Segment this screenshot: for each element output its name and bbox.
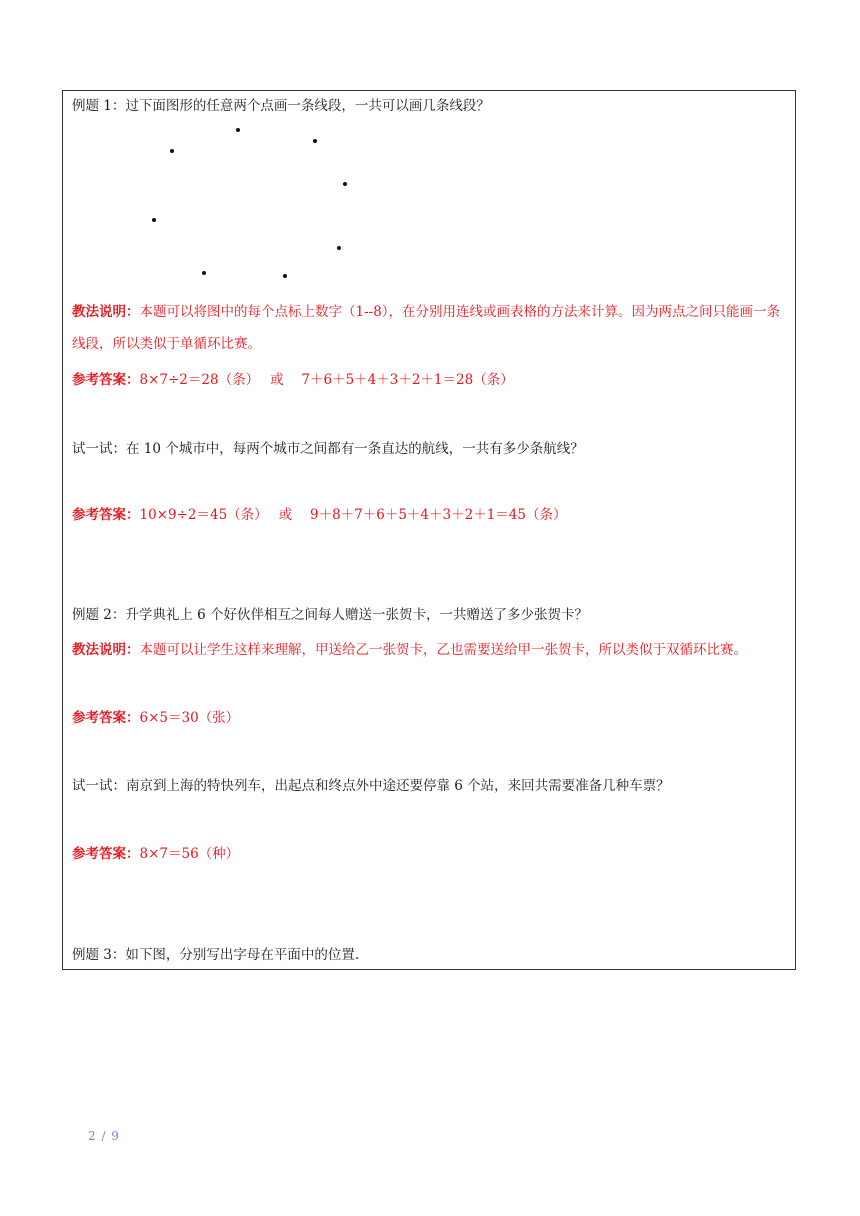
answer-label: 参考答案： bbox=[72, 372, 140, 388]
answer-text: 10×9÷2＝45（条） 或 9＋8＋7＋6＋5＋4＋3＋2＋1＝45（条） bbox=[139, 507, 567, 523]
page-number: 2 / 9 bbox=[88, 1129, 120, 1143]
try1-answer bbox=[72, 506, 566, 524]
answer-label: 参考答案： bbox=[72, 507, 140, 523]
method-label: 教法说明： bbox=[72, 642, 140, 658]
point-dot bbox=[343, 182, 347, 186]
example3-question: 例题 3：如下图，分别写出字母在平面中的位置. bbox=[72, 947, 360, 963]
example2-answer bbox=[72, 709, 239, 727]
method-text: 本题可以将图中的每个点标上数字（1--8），在分别用连线或画表格的方法来计算。因为两点之间只能画一条线段，所以类似于单循环比赛。 bbox=[72, 304, 781, 352]
method-text: 本题可以让学生这样来理解，甲送给乙一张贺卡，乙也需要送给甲一张贺卡，所以类似于双循环比赛。 bbox=[139, 642, 747, 658]
example1-answer bbox=[72, 371, 514, 389]
answer-label: 参考答案： bbox=[72, 846, 140, 862]
point-dot bbox=[283, 274, 287, 278]
content-frame bbox=[62, 90, 796, 970]
answer-text: 6×5＝30（张） bbox=[139, 710, 240, 726]
point-dot bbox=[170, 149, 174, 153]
answer-label: 参考答案： bbox=[72, 710, 140, 726]
example2-question: 例题 2：升学典礼上 6 个好伙伴相互之间每人赠送一张贺卡，一共赠送了多少张贺卡？ bbox=[72, 607, 589, 623]
answer-text: 8×7÷2＝28（条） 或 7＋6＋5＋4＋3＋2＋1＝28（条） bbox=[139, 372, 514, 388]
try2-question: 试一试：南京到上海的特快列车，出起点和终点外中途还要停靠 6 个站，来回共需要准备几种车票？ bbox=[72, 778, 670, 794]
try1-question: 试一试：在 10 个城市中，每两个城市之间都有一条直达的航线，一共有多少条航线？ bbox=[72, 441, 584, 457]
point-dot bbox=[152, 218, 156, 222]
point-dot bbox=[202, 271, 206, 275]
example1-question: 例题 1：过下面图形的任意两个点画一条线段，一共可以画几条线段？ bbox=[72, 98, 490, 114]
method-label: 教法说明： bbox=[72, 304, 140, 320]
answer-text: 8×7＝56（种） bbox=[139, 846, 240, 862]
try2-answer bbox=[72, 845, 239, 863]
point-dot bbox=[337, 246, 341, 250]
example2-method bbox=[72, 634, 786, 666]
example1-method bbox=[72, 296, 786, 360]
point-dot bbox=[236, 128, 240, 132]
point-dot bbox=[313, 139, 317, 143]
